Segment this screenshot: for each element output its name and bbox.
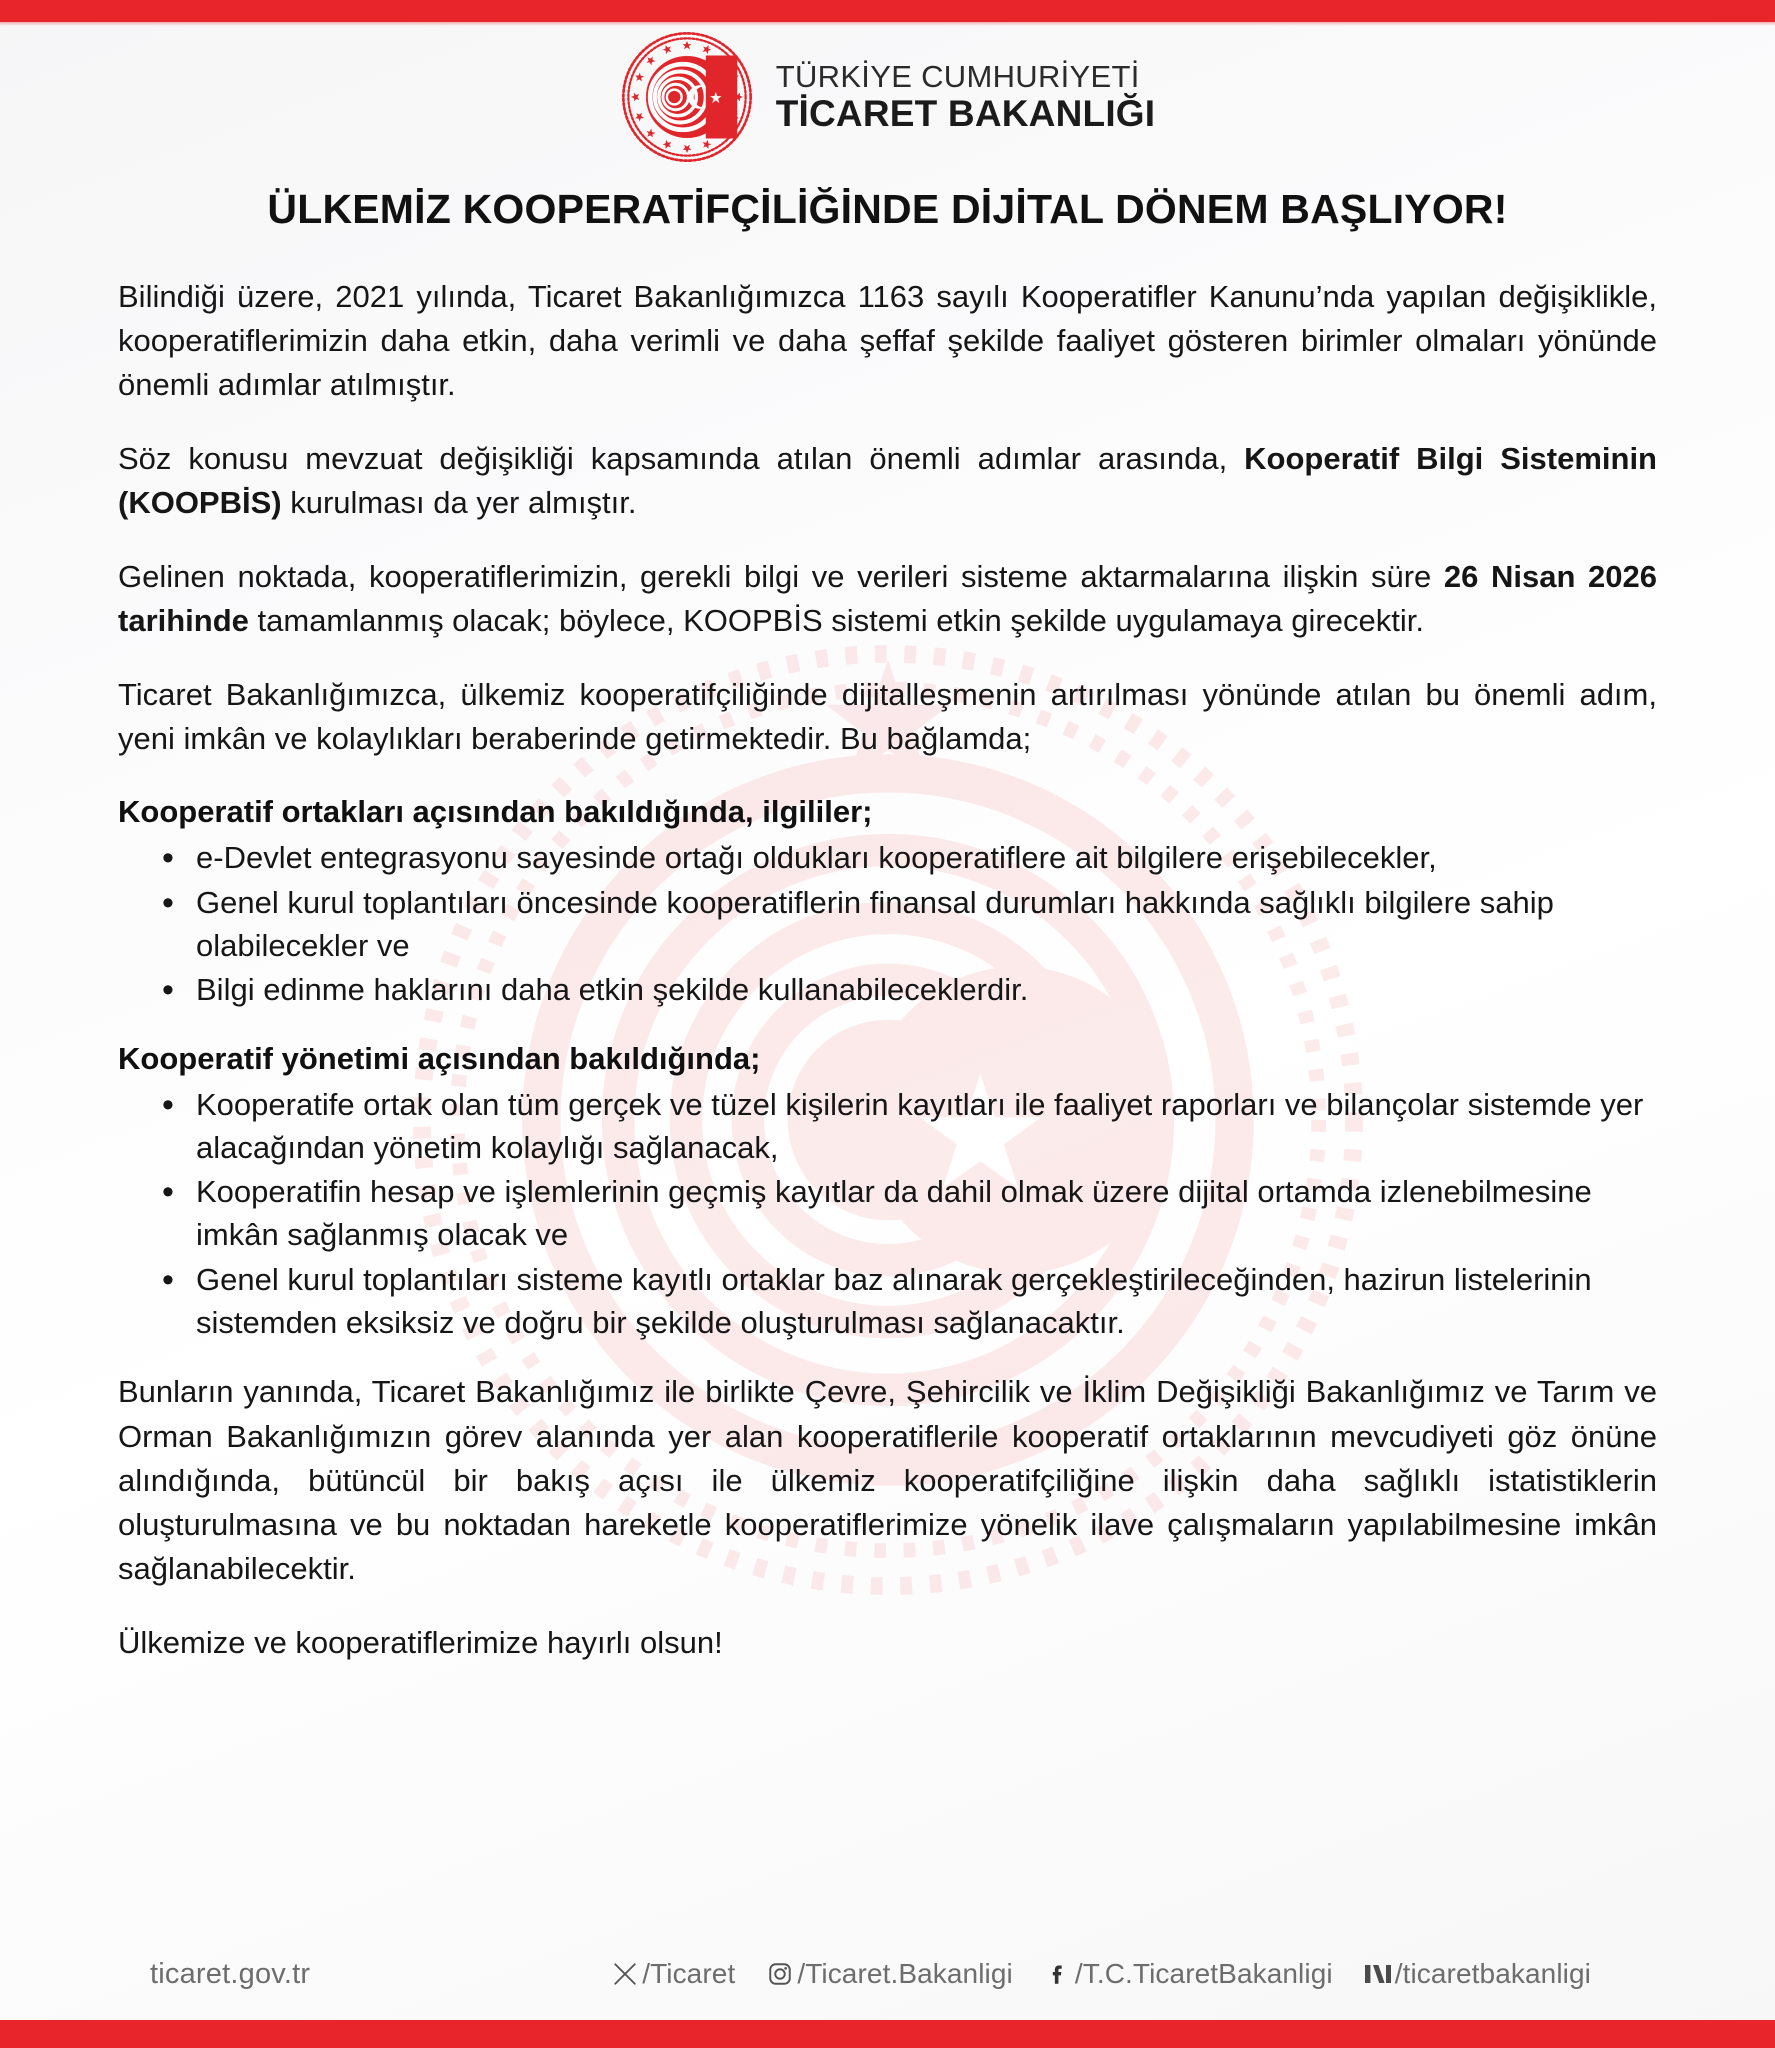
closing-wish: Ülkemize ve kooperatiflerimize hayırlı olsun! (118, 1624, 723, 1660)
list-item: • Genel kurul toplantıları sisteme kayıtlı ortaklar baz alınarak gerçekleştirileceğinden, hazirun listelerinin sistemden eksiksiz ve doğru bir şekilde oluşturulması sağlanacaktır. (162, 1259, 1657, 1345)
social-handle-instagram: /Ticaret.Bakanligi (797, 1958, 1013, 1989)
paragraph-deadline-lead: Gelinen noktada, kooperatiflerimizin, gerekli bilgi ve verileri sisteme aktarmalarına ilişkin süre (118, 559, 1444, 595)
list-item: • Bilgi edinme haklarını daha etkin şekilde kullanabileceklerdir. (162, 969, 1657, 1012)
koopbis-bold-phrase: Kooperatif Bilgi Sisteminin (KOOPBİS) (118, 441, 1657, 521)
facebook-icon (1043, 1959, 1073, 1989)
social-link-x[interactable] (610, 1958, 735, 1990)
paragraph-deadline-tail: tamamlanmış olacak; böylece, KOOPBİS sistemi etkin şekilde uygulamaya girecektir. (248, 603, 1424, 639)
paragraph-koopbis (118, 437, 1657, 525)
list-item: • Kooperatife ortak olan tüm gerçek ve tüzel kişilerin kayıtları ile faaliyet raporları ve bilançolar sistemde yer alacağından yönetim kolaylığı sağlanacak, (162, 1084, 1657, 1170)
turkish-republic-ministry-emblem-icon (620, 30, 754, 164)
ministry-brand (775, 58, 1156, 135)
announcement-body (0, 275, 1775, 1664)
bottom-red-bar (0, 2020, 1775, 2048)
paragraph-koopbis-tail: kurulması da yer almıştır. (281, 485, 637, 521)
social-link-linkedin[interactable] (1363, 1958, 1591, 1990)
paragraph-background: Bilindiği üzere, 2021 yılında, Ticaret Bakanlığımızca 1163 sayılı Kooperatifler Kanunu’nda yapılan değişiklikle, kooperatiflerimizin daha etkin, daha verimli ve daha şeffaf şekilde faaliyet gösteren birimler olmaları yönünde önemli adımlar atılmıştır. (118, 279, 1657, 403)
paragraph-koopbis-lead: Söz konusu mevzuat değişikliği kapsamında atılan önemli adımlar arasında, (118, 441, 1245, 477)
paragraph-deadline (118, 555, 1657, 643)
instagram-icon (765, 1959, 795, 1989)
paragraph-other-ministries: Bunların yanında, Ticaret Bakanlığımız ile birlikte Çevre, Şehircilik ve İklim Değişikliği Bakanlığımız ve Tarım ve Orman Bakanlığımızın görev alanında yer alan kooperatiflerile kooperatif ortaklarının mevcudiyeti göz önüne alındığında, bütüncül bir bakış açısı ile ülkemiz kooperatifçiliğine ilişkin daha sağlıklı istatistiklerin oluşturulmasına ve bu noktadan hareketle kooperatiflerimize yönelik ilave çalışmaların yapılabilmesine imkân sağlanabilecektir. (118, 1374, 1657, 1586)
social-handle-linkedin: /ticaretbakanligi (1394, 1958, 1591, 1989)
paragraph-benefits-intro: Ticaret Bakanlığımızca, ülkemiz kooperatifçiliğinde dijitalleşmenin artırılması yönünde atılan bu önemli adım, yeni imkân ve kolaylıkları beraberinde getirmektedir. Bu bağlamda; (118, 677, 1657, 757)
document-header (0, 0, 1775, 150)
deadline-bold-date: 26 Nisan 2026 tarihinde (118, 559, 1657, 639)
brand-line-republic: TÜRKİYE CUMHURİYETİ (775, 58, 1140, 94)
benefits-list-members (118, 837, 1657, 1012)
website-url[interactable]: ticaret.gov.tr (150, 1957, 311, 1990)
page-title: ÜLKEMİZ KOOPERATİFÇİLİĞİNDE DİJİTAL DÖNEM BAŞLIYOR! (267, 186, 1508, 232)
social-handle-x: /Ticaret (642, 1958, 736, 1989)
benefits-list-management (118, 1084, 1657, 1345)
brand-line-ministry: TİCARET BAKANLIĞI (775, 93, 1156, 135)
list-item: • Genel kurul toplantıları öncesinde kooperatiflerin finansal durumları hakkında sağlıklı bilgilere sahip olabilecekler ve (162, 882, 1657, 968)
section-heading-management: Kooperatif yönetimi açısından bakıldığında; (118, 1041, 761, 1077)
social-link-facebook[interactable] (1043, 1958, 1333, 1990)
list-item: • Kooperatifin hesap ve işlemlerinin geçmiş kayıtlar da dahil olmak üzere dijital ortamda izlenebilmesine imkân sağlanmış olacak ve (162, 1171, 1657, 1257)
social-handle-facebook: /T.C.TicaretBakanligi (1074, 1958, 1333, 1989)
social-link-instagram[interactable] (765, 1958, 1013, 1990)
x-twitter-icon (610, 1959, 640, 1989)
social-links (610, 1958, 1591, 1990)
page-footer (0, 1928, 1775, 2020)
linkedin-n-icon (1363, 1959, 1393, 1989)
section-heading-members: Kooperatif ortakları açısından bakıldığında, ilgililer; (118, 794, 873, 830)
list-item: • e-Devlet entegrasyonu sayesinde ortağı oldukları kooperatiflere ait bilgilere erişebilecekler, (162, 837, 1657, 880)
